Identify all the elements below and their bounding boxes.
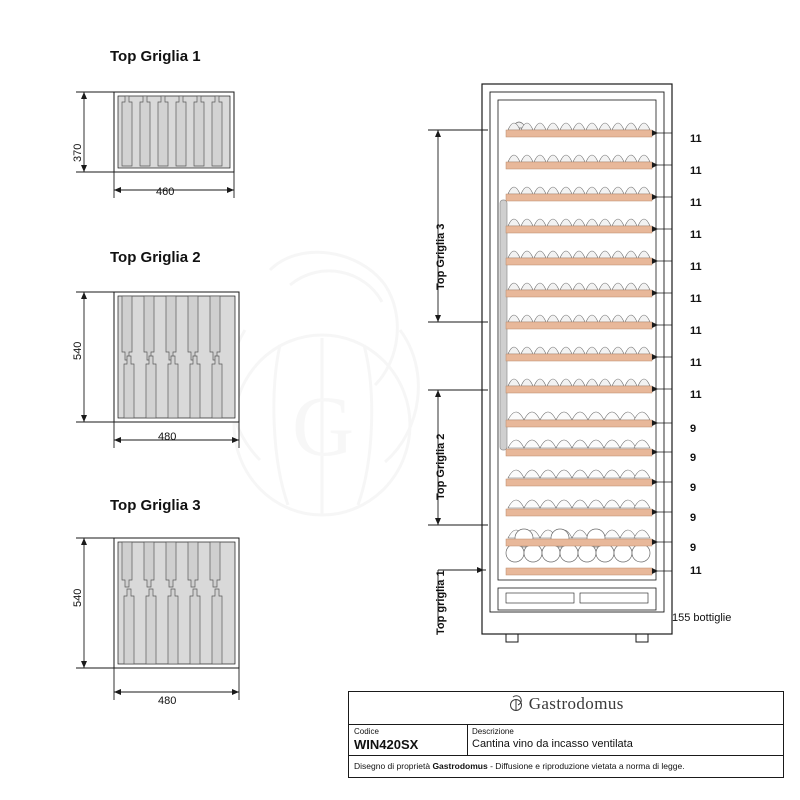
zone-label-griglia-3: Top Griglia 3	[435, 223, 447, 290]
zone-label-griglia-1: Top griglia 1	[435, 570, 447, 635]
title-block-divider-vertical	[467, 725, 468, 755]
copyright-footer	[354, 761, 685, 771]
brand-logo	[349, 694, 783, 724]
shelf-count-3: 11	[690, 197, 702, 209]
shelf-2-width-dim: 480	[158, 431, 177, 443]
brand-name: Gastrodomus	[528, 694, 624, 713]
brand-mark-icon	[508, 694, 524, 712]
shelf-count-5: 11	[690, 261, 702, 273]
shelf-count-6: 11	[690, 293, 702, 305]
shelf-count-10: 9	[690, 423, 697, 435]
shelf-count-13: 9	[690, 512, 697, 524]
title-block	[348, 691, 784, 778]
shelf-3-title: Top Griglia 3	[110, 497, 201, 514]
footer-prefix: Disegno di proprietà	[354, 761, 433, 771]
shelf-count-8: 11	[690, 357, 702, 369]
footer-suffix: - Diffusione e riproduzione vietata a norma di legge.	[487, 761, 685, 771]
shelf-1-width-dim: 460	[156, 186, 175, 198]
shelf-count-1: 11	[690, 133, 702, 145]
code-value: WIN420SX	[354, 737, 419, 752]
description-label: Descrizione	[472, 727, 514, 736]
shelf-count-7: 11	[690, 325, 702, 337]
shelf-count-15: 11	[690, 565, 702, 577]
shelf-1-height-dim: 370	[72, 143, 84, 162]
shelf-count-4: 11	[690, 229, 702, 241]
shelf-count-11: 9	[690, 452, 697, 464]
shelf-2-title: Top Griglia 2	[110, 249, 201, 266]
zone-label-griglia-2: Top Griglia 2	[435, 433, 447, 500]
shelf-3-width-dim: 480	[158, 695, 177, 707]
footer-brand: Gastrodomus	[432, 761, 488, 771]
total-bottles-label: 155 bottiglie	[672, 612, 732, 624]
shelf-count-2: 11	[690, 165, 702, 177]
shelf-1-title: Top Griglia 1	[110, 48, 201, 65]
svg-text:G: G	[292, 378, 355, 474]
title-block-divider-bottom	[349, 755, 783, 756]
title-block-divider-top	[349, 724, 783, 725]
shelf-count-12: 9	[690, 482, 697, 494]
shelf-3-drawing	[56, 528, 286, 713]
shelf-2-height-dim: 540	[72, 341, 84, 360]
shelf-2-drawing	[56, 280, 286, 455]
code-label: Codice	[354, 727, 379, 736]
description-value: Cantina vino da incasso ventilata	[472, 738, 633, 750]
shelf-count-9: 11	[690, 389, 702, 401]
shelf-count-14: 9	[690, 542, 697, 554]
shelf-3-height-dim: 540	[72, 588, 84, 607]
